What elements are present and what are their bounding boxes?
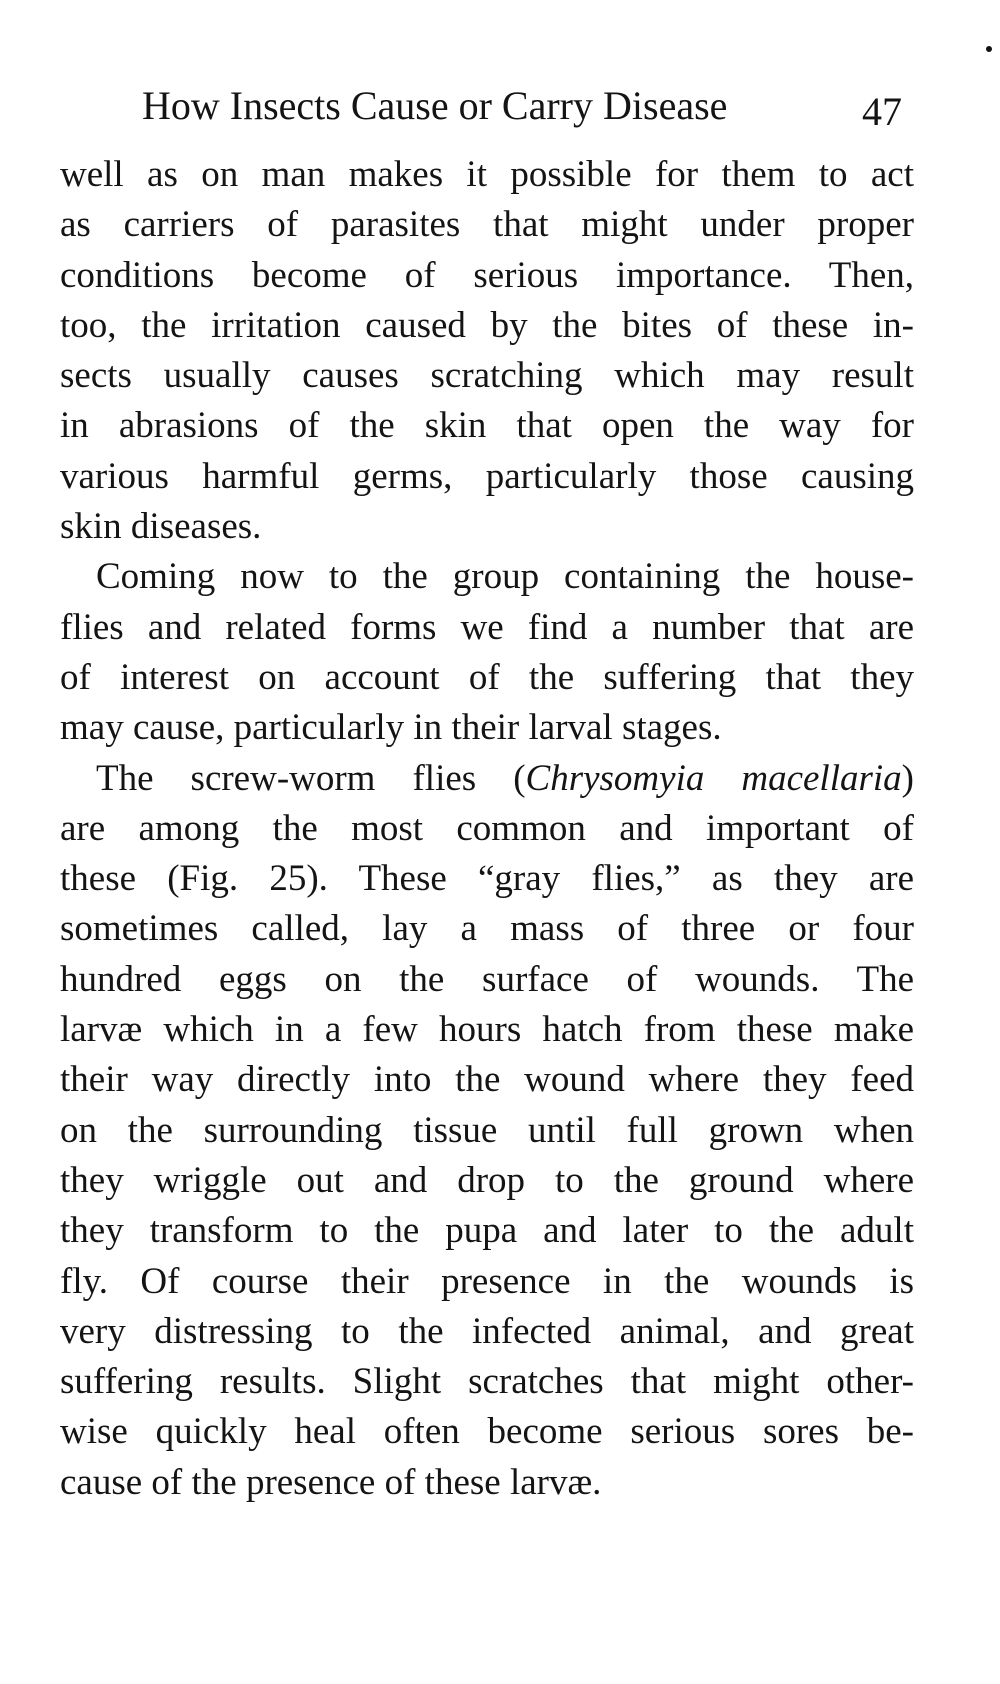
text-line: cause of the presence of these larvæ. [60,1461,602,1503]
text-line: they wriggle out and drop to the ground where [60,1159,914,1201]
ink-dot [986,46,992,52]
text-line: wise quickly heal often become serious sores be- [60,1411,914,1453]
text-line: too, the irritation caused by the bites of these in- [60,304,914,346]
text-line: conditions become of serious importance. Then, [60,254,914,296]
text-line: skin diseases. [60,506,262,548]
text-line: Coming now to the group containing the house- [96,556,914,598]
text-line: very distressing to the infected animal, and great [60,1310,914,1352]
text-line: well as on man makes it possible for them to act [60,154,914,195]
text-line: larvæ which in a few hours hatch from these make [60,1009,914,1051]
text-run: The screw-worm flies ( [96,757,526,799]
text-line: on the surrounding tissue until full grown when [60,1109,914,1151]
species-name: Chrysomyia macellaria [525,757,902,799]
running-header [142,76,902,136]
body-text [60,150,914,1508]
text-line: are among the most common and important of [60,807,914,849]
page-number: 47 [862,89,902,134]
text-run: ) [901,757,914,799]
text-line: of interest on account of the suffering that they [60,656,914,698]
paragraph-1 [60,150,914,552]
text-line: sometimes called, lay a mass of three or four [60,908,914,950]
text-line: flies and related forms we find a number that are [60,606,914,648]
text-line: may cause, particularly in their larval stages. [60,707,722,749]
text-line: sects usually causes scratching which may result [60,355,914,397]
text-line: they transform to the pupa and later to the adult [60,1210,914,1252]
text-line: as carriers of parasites that might under proper [60,204,914,246]
text-line: suffering results. Slight scratches that might other- [60,1361,914,1403]
text-line: various harmful germs, particularly those causing [60,455,914,497]
text-line: these (Fig. 25). These “gray flies,” as they are [60,858,914,900]
text-line: in abrasions of the skin that open the way for [60,405,914,447]
paragraph-3 [60,754,914,1508]
paragraph-2 [60,552,914,753]
running-title: How Insects Cause or Carry Disease [142,83,728,128]
text-line: their way directly into the wound where they feed [60,1059,914,1101]
text-line: fly. Of course their presence in the wounds is [60,1260,914,1302]
text-line: hundred eggs on the surface of wounds. The [60,958,914,1000]
text-line-with-italic [60,754,914,804]
